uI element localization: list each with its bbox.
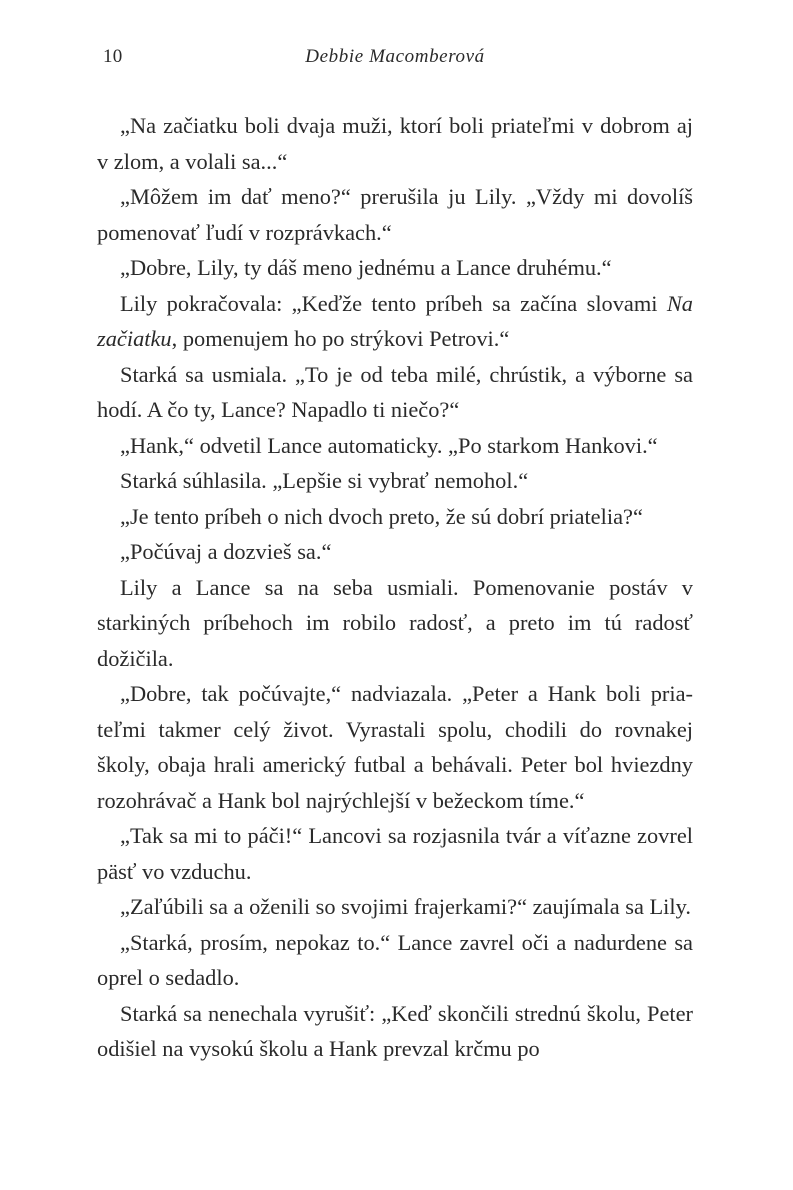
paragraph: „Je tento príbeh o nich dvoch preto, že sú dobrí priatelia?“	[120, 503, 643, 529]
paragraph-text: Lily pokračovala: „Keďže tento príbeh sa začína slovami	[120, 290, 667, 316]
paragraph: „Dobre, Lily, ty dáš meno jednému a Lance druhému.“	[120, 255, 612, 280]
paragraph: Starká súhlasila. „Lepšie si vybrať nemohol.“	[120, 468, 529, 493]
paragraph: „Počúvaj a dozvieš sa.“	[120, 539, 332, 564]
paragraph: Starká sa nenechala vyrušiť: „Keď skončili strednú školu, Peter odišiel na vysokú školu a Hank prevzal krčmu po	[97, 1000, 693, 1061]
paragraph: „Dobre, tak počúvajte,“ nadviazala. „Peter a Hank boli priateľmi takmer celý život. Vyrastali spolu, chodili do rovnakej školy, obaja hrali americký futbal a behávali. Peter bol hviezdny rozohrávač a Hank bol najrýchlejší v bežeckom tíme.“	[97, 681, 693, 813]
paragraph: Starká sa usmiala. „To je od teba milé, chrústik, a výborne sa hodí. A čo ty, Lance? Napadlo ti niečo?“	[97, 361, 693, 422]
paragraph: „Zaľúbili sa a oženili so svojimi frajerkami?“ zaujímala sa Lily.	[120, 894, 691, 919]
italic-phrase: Na začiatku	[97, 290, 693, 351]
body-text	[97, 108, 693, 1067]
page-header	[97, 46, 693, 74]
paragraph: „Tak sa mi to páči!“ Lancovi sa rozjasnila tvár a víťazne zovrel päsť vo vzduchu.	[97, 823, 693, 884]
paragraph-text: , pomenujem ho po strýkovi Petrovi.“	[171, 326, 510, 351]
paragraph: „Môžem im dať meno?“ prerušila ju Lily. „Vždy mi dovolíš pomenovať ľudí v rozprávkach.“	[97, 184, 693, 245]
paragraph: „Na začiatku boli dvaja muži, ktorí boli priateľmi v dobrom aj v zlom, a volali sa...“	[97, 113, 693, 174]
paragraph	[97, 286, 693, 357]
running-head-author: Debbie Macomberová	[305, 46, 485, 67]
page-number: 10	[103, 46, 123, 67]
paragraph: „Starká, prosím, nepokaz to.“ Lance zavrel oči a nadurdene sa oprel o sedadlo.	[97, 929, 693, 990]
paragraph: „Hank,“ odvetil Lance automaticky. „Po starkom Hankovi.“	[120, 432, 658, 458]
paragraph: Lily a Lance sa na seba usmiali. Pomenovanie postáv v starkiných príbehoch im robilo radosť, a preto im tú radosť dožičila.	[97, 574, 693, 671]
